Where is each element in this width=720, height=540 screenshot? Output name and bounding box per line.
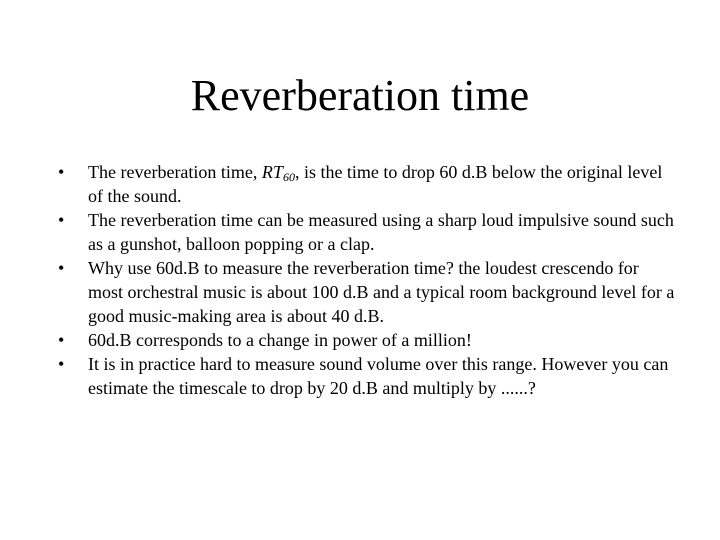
bullet-item bbox=[58, 208, 678, 256]
bullet-item bbox=[58, 352, 678, 400]
bullet-text: It is in practice hard to measure sound volume over this range. However you can estimate the timescale to drop by 20 d.B and multiply by ......? bbox=[88, 354, 669, 398]
bullet-item bbox=[58, 160, 678, 208]
bullet-text-after: , is the time to drop 60 d.B below the original level of the sound. bbox=[88, 162, 663, 206]
bullet-marker: • bbox=[58, 354, 65, 374]
bullet-item bbox=[58, 328, 678, 352]
slide-title: Reverberation time bbox=[190, 71, 530, 120]
bullet-marker: • bbox=[58, 330, 65, 350]
rt-subscript: 60 bbox=[282, 170, 295, 184]
bullet-text: Why use 60d.B to measure the reverberation time? the loudest crescendo for most orchestral music is about 100 d.B and a typical room background level for a good music-making area is about 40 d.B. bbox=[88, 258, 675, 326]
bullet-marker: • bbox=[58, 258, 65, 278]
bullet-list bbox=[58, 160, 678, 400]
bullet-marker: • bbox=[58, 162, 65, 182]
rt-symbol: RT bbox=[261, 162, 283, 182]
bullet-marker: • bbox=[58, 210, 65, 230]
bullet-item bbox=[58, 256, 678, 328]
bullet-text: The reverberation time can be measured using a sharp loud impulsive sound such as a gunshot, balloon popping or a clap. bbox=[88, 210, 674, 254]
bullet-text bbox=[88, 162, 662, 206]
bullet-text: 60d.B corresponds to a change in power of a million! bbox=[88, 330, 472, 350]
bullet-text-before: The reverberation time, bbox=[88, 162, 262, 182]
